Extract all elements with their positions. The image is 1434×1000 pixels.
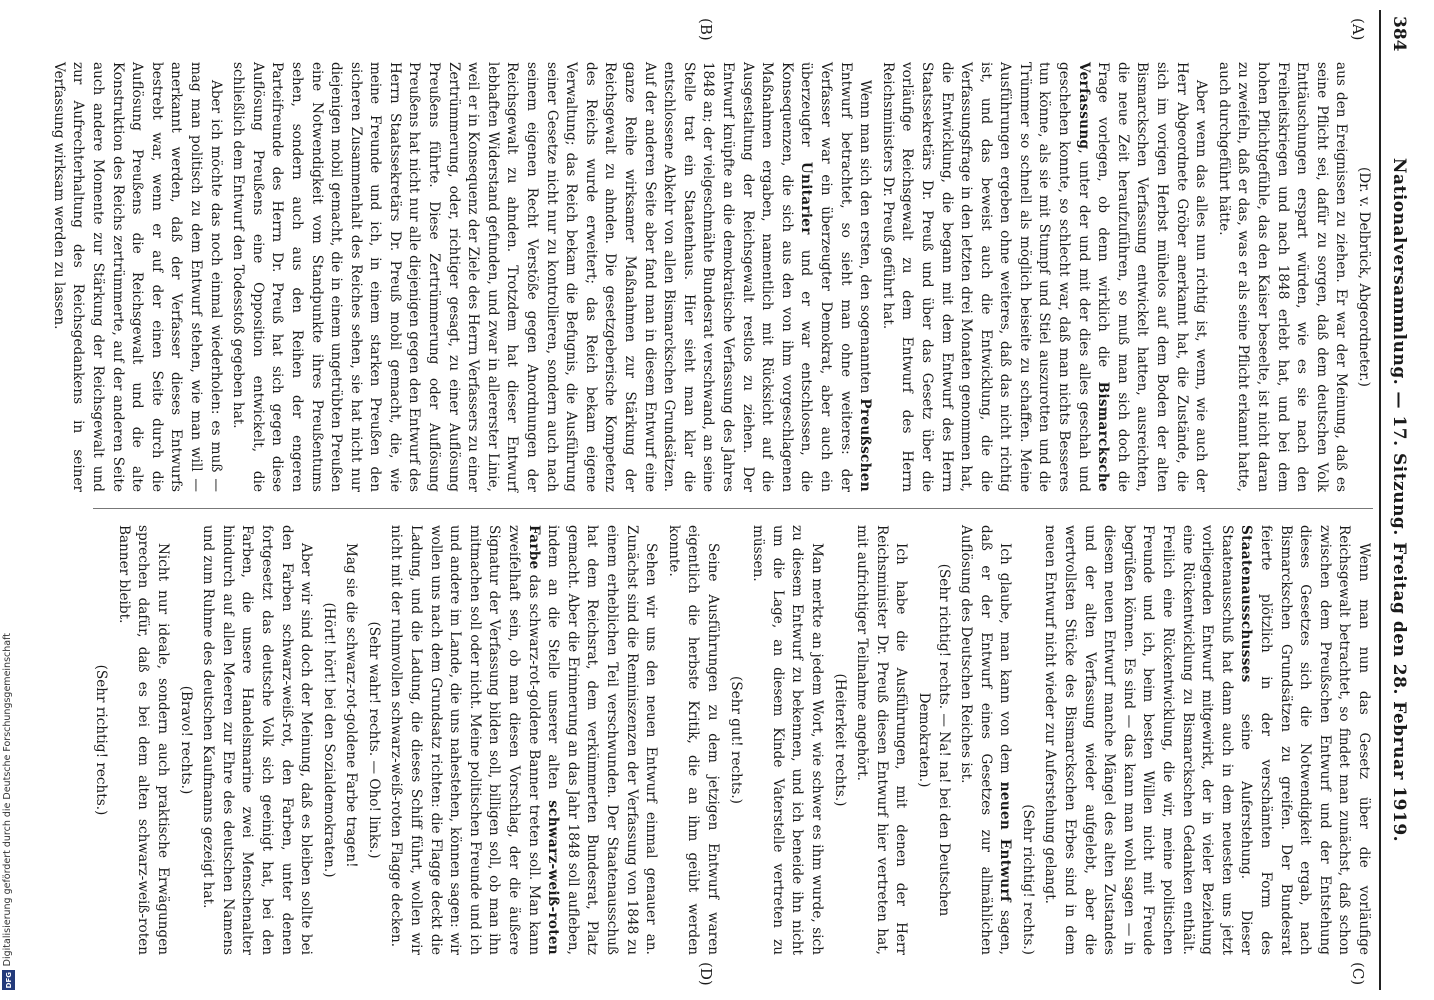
digitization-credit: Digitalisierung gefördert durch die Deutsche Forschungsgemeinschaft xyxy=(2,632,13,966)
paragraph: Man merkte an jedem Wort, wie schwer es ihm wurde, sich zu diesem Entwurf zu bekennen, und ich beneide ihn nicht um die Lage, an diesem Kinde Vaterstelle vertreten zu müssen. xyxy=(750,525,825,955)
paragraph: Mag sie die schwarz-rot-goldene Farbe tragen! xyxy=(343,543,360,868)
emphasis: schwarz-weiß-roten Farbe xyxy=(525,525,562,955)
column-divider xyxy=(93,508,1373,509)
margin-marker-c: (C) xyxy=(1349,962,1367,986)
page-number: 384 xyxy=(1389,16,1409,52)
paragraph: aus den Ereignissen zu ziehen. Er war der Meinung, daß es seine Pflicht sei, dafür zu sorgen, daß dem deutschen Volk Enttäuschungen erspart würden, wie es sie nach den Freiheitskriegen und nach 1848 erlebt hat, und bei dem hohen Pflichtgefühle, das den Kaiser beseelte, ist nicht daran zu zweifeln, daß er das, was er als seine Pflicht erkannt hatte, auch durchgeführt hätte. xyxy=(1215,62,1350,492)
paragraph: Ich glaube, man kann von dem neuen Entwurf sagen, daß er der Entwurf eines Gesetzes zur allmählichen Auflösung des Deutschen Reiches ist. xyxy=(958,525,1014,955)
margin-marker-b: (B) xyxy=(697,18,715,41)
paragraph: Wenn man sich den ersten, den sogenannten Preußschen Entwurf betrachtet, so sieht man ohne weiteres: der Verfasser war ein überzeugter Demokrat, aber auch ein überzeugter Unitarier und er war entschlossen, die Konsequenzen, die sich aus den von ihm vorgeschlagenen Maßnahmen ergaben, namentlich mit Rücksicht auf die Ausgestaltung der Reichsgewalt restlos zu ziehen. Der Entwurf knüpfte an die demokratische Verfassung des Jahres 1848 an; der vielgeschmähte Bundesrat verschwand, an seine Stelle trat ein Staatenhaus. Hier sieht man klar die entschlossene Abkehr von allen Bismarckschen Grundsätzen. Auf der anderen Seite aber fand man in diesem Entwurf eine ganze Reihe wirksamer Maßnahmen zur Stärkung der Reichsgewalt zu ahnden. Die gesetzgeberische Kompetenz des Reichs wurde erweitert; das Reich bekam eigene Verwaltung; das Reich bekam die Befugnis, die Ausführung seiner Gesetze nicht nur zu kontrollieren, sondern auch nach seinem eigenen Recht Verstöße gegen Anordnungen der Reichsgewalt zu ahnden. Trotzdem hat dieser Entwurf lebhaften Widerstand gefunden, und zwar in allererster Linie, weil er in Konsequenz der Ziele des Herrn Verfassers zu einer Zertrümmerung, oder, richtiger gesagt, zu einer Auflösung Preußens führte. Diese Zertrümmerung oder Auflösung Preußens hat nicht nur alle diejenigen gegen den Entwurf des Herrn Staatssekretärs Dr. Preuß mobil gemacht, die, wie meine Freunde und ich, in einem starken Preußen den sicheren Zusammenhalt des Reiches sehen, sie hat nicht nur diejenigen mobil gemacht, die in einem ungetrübten Preußen eine Notwendigkeit vom Standpunkte ihres Preußentums sehen, sondern auch aus den Reihen der engeren Parteifreunde des Herrn Dr. Preuß hat sich gegen diese Auflösung Preußens eine Opposition entwickelt, die schließlich dem Entwurf den Todesstoß gegeben hat. xyxy=(230,62,874,492)
dfg-logo-icon: DFG xyxy=(2,970,15,990)
page-title: Nationalversammlung. — 17. Sitzung. Freitag den 28. Februar 1919. xyxy=(1389,157,1409,843)
interjection: (Sehr richtig! rechts. — Na! na! bei den Deutschen Demokraten.) xyxy=(915,563,952,917)
interjection: (Bravo! rechts.) xyxy=(177,685,194,795)
paragraph: Aber wir sind doch der Meinung, daß es bleiben sollte bei den Farben schwarz-weiß-rot, den Farben, unter denen fortgesetzt das deutsche Volk sich geeinigt hat, bei den Farben, die unsere Handelsmarine zwei Menschenalter hindurch auf allen Meeren zur Ehre des deutschen Namens und zum Ruhme des deutschen Kaufmanns gezeigt hat. xyxy=(200,525,315,955)
right-column xyxy=(93,525,1373,955)
left-column xyxy=(50,62,1373,492)
paragraph: Aber wenn das alles nun richtig ist, wenn, wie auch der Herr Abgeordnete Gröber anerkannt hat, die Zustände, die sich im vorigen Herbst mühelos auf dem Boden der alten Bismarckschen Verfassung entwickelt hatten, ausreichten, die neue Zeit heraufzuführen, so muß man sich doch die Frage vorlegen, ob denn wirklich die Bismarcksche Verfassung, unter der und mit der dies alles geschah und geschehen konnte, so schlecht war, daß man nichts Besseres tun könne, als sie mit Stumpf und Stiel auszurotten und die Trümmer so schnell als möglich beiseite zu schaffen. Meine Ausführungen ergeben ohne weiteres, daß das nicht richtig ist, und das beweist auch die Entwicklung, die die Verfassungsfrage in den letzten drei Monaten genommen hat, die Entwicklung, die begann mit dem Entwurf des Herrn Staatssekretärs Dr. Preuß und über das Gesetz über die vorläufige Reichsgewalt zu dem Entwurf des Herrn Reichsministers Dr. Preuß geführt hat. xyxy=(879,62,1210,492)
interjection: (Heiterkeit rechts.) xyxy=(831,673,848,807)
speaker-line: (Dr. v. Delbrück, Abgeordneter.) xyxy=(1356,167,1372,387)
interjection: (Sehr richtig! rechts.) xyxy=(93,664,110,816)
interjection: (Sehr gut! rechts.) xyxy=(727,676,744,804)
margin-marker-d: (D) xyxy=(697,962,715,986)
emphasis: neuen Entwurf xyxy=(997,781,1014,903)
emphasis: Unitarier xyxy=(798,161,815,235)
margin-marker-a: (A) xyxy=(1349,18,1367,41)
rotated-page xyxy=(50,10,1415,990)
emphasis: Bismarcksche Verfassung xyxy=(1075,62,1112,492)
emphasis: Preußschen xyxy=(857,398,874,492)
paragraph: Ich habe die Ausführungen, mit denen der Herr Reichsminister Dr. Preuß diesen Entwurf hier vertreten hat, mit aufrichtiger Teilnahme angehört. xyxy=(854,525,910,955)
page-header xyxy=(1379,10,1415,990)
paragraph: Aber ich möchte das noch einmal wiederholen: es muß — mag man politisch zu dem Entwurf stehen, wie man will — anerkannt werden, daß der Verfasser dieses Entwurfs bestrebt war, wenn er auf der einen Seite durch die Auflösung Preußens die Reichsgewalt und die alte Konstruktion des Reichs zertrümmerte, auf der anderen Seite auch andere Momente zur Stärkung der Reichsgewalt und zur Aufrechterhaltung des Reichsgedankens in seiner Verfassung wirksam werden zu lassen. xyxy=(50,62,224,492)
paragraph: Seine Ausführungen zu dem jetzigen Entwurf waren eigentlich die herbste Kritik, die an ihm geübt werden konnte. xyxy=(665,525,721,955)
interjection: (Sehr wahr! rechts. — Oho! links.) xyxy=(365,621,382,859)
paragraph: Nicht nur ideale, sondern auch praktische Erwägungen sprechen dafür, daß es bei dem alten schwarz-weiß-roten Banner bleibt. xyxy=(115,525,171,955)
interjection: (Sehr richtig! rechts.) xyxy=(1019,804,1036,955)
emphasis: Staatenausschusses xyxy=(1238,525,1255,683)
paragraph: Wenn man nun das Gesetz über die vorläufige Reichsgewalt betrachtet, so findet man zunächst, daß schon zwischen dem Preußschen Entwurf und der Entstehung dieses Gesetzes sich die Notwendigkeit ergab, nach Bismarckschen Grundsätzen zu greifen. Der Bundesrat feierte plötzlich in der verschämten Form des Staatenausschusses seine Auferstehung. Dieser Staatenausschuß hat dann auch in dem neuesten uns jetzt vorliegenden Entwurf mitgewirkt, der in vieler Beziehung eine Rückentwicklung zu Bismarckschen Gedanken enthält. Freilich eine Rückentwicklung, die wir, meine politischen Freunde und ich, beim besten Willen nicht mit Freude begrüßen können. Es sind — das kann man wohl sagen — in diesem neuen Entwurf manche Mängel des alten Zustandes und der alten Verfassung wieder aufgelebt, aber die wertvollsten Stücke des Bismarckschen Erbes sind in dem neuen Entwurf nicht wieder zur Auferstehung gelangt. xyxy=(1042,525,1372,955)
paragraph: Sehen wir uns den neuen Entwurf einmal genauer an. Zunächst sind die Reminiszenzen der Verfassung von 1848 zu einem erheblichen Teil verschwunden. Der Staatenausschuß hat dem Reichsrat, dem verkümmerten Bundesrat, Platz gemacht. Aber die Erinnerung an das Jahr 1848 soll aufleben, indem an die Stelle unserer alten schwarz-weiß-roten Farbe das schwarz-rot-goldene Banner treten soll. Man kann zweifelhaft sein, ob man diesen Vorschlag, der die äußere Signatur der Verfassung bilden soll, billigen soll, ob man ihn mitmachen soll oder nicht. Meine politischen Freunde und ich und andere im Lande, die uns nahestehen, können sagen: wir wollen uns nach dem Grundsatz richten: die Flagge deckt die Ladung, und die Ladung, die dieses Schiff führt, wollen wir nicht mit der ruhmvollen schwarz-weiß-roten Flagge decken. xyxy=(388,525,660,955)
interjection: (Hört! hört! bei den Sozialdemokraten.) xyxy=(320,602,337,878)
